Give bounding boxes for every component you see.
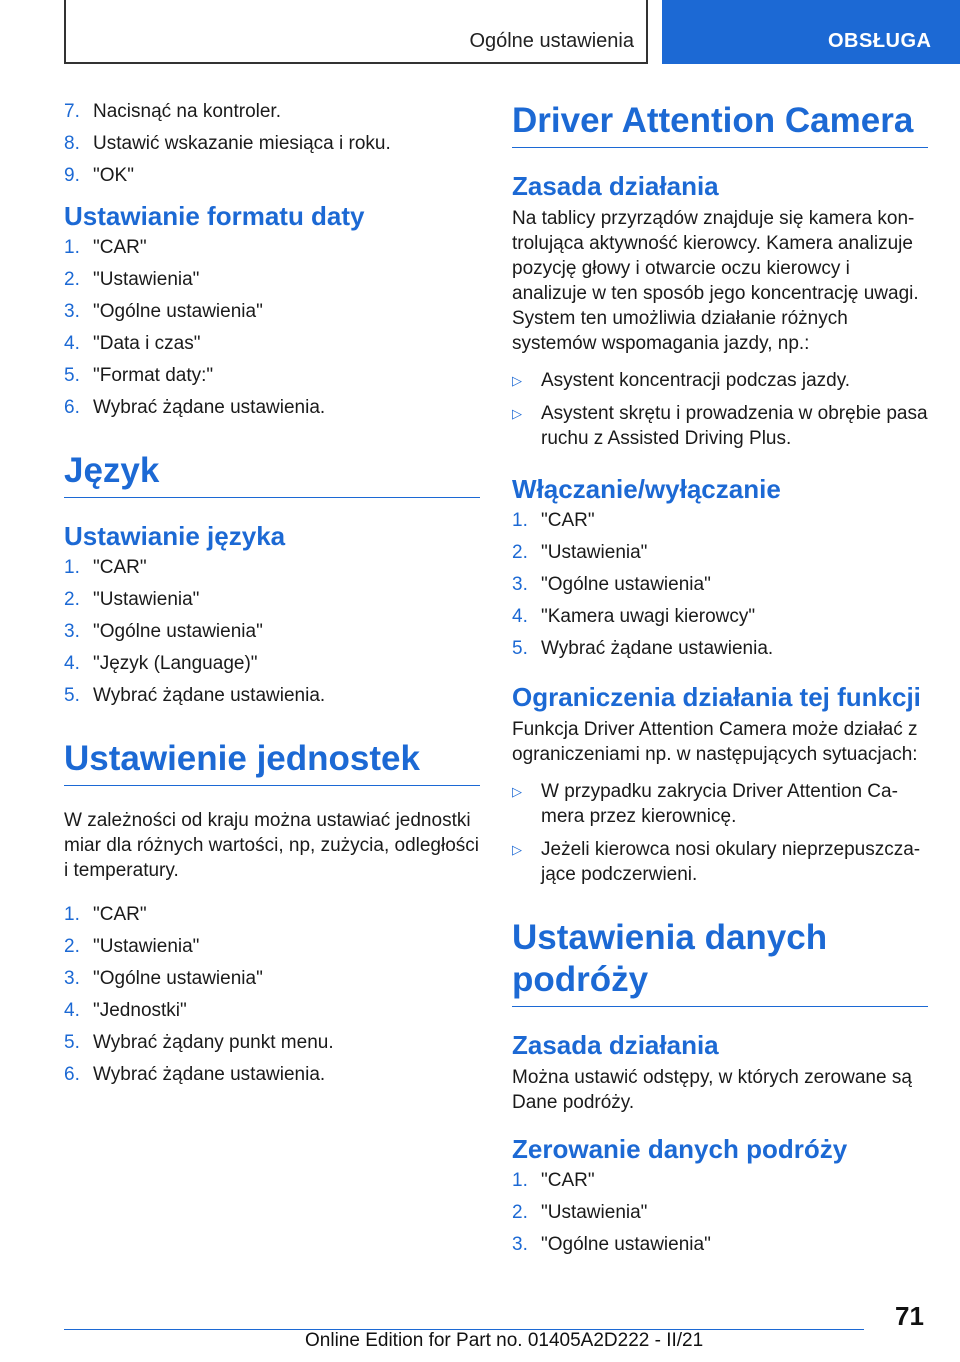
- header-bar: [64, 0, 648, 64]
- list-item: 1. "CAR": [64, 557, 147, 578]
- list-item: 9. "OK": [64, 165, 134, 186]
- triangle-bullet-icon: ▷: [512, 784, 522, 799]
- list-item: 5. Wybrać żądane ustawienia.: [512, 638, 774, 659]
- list-item: 4. "Data i czas": [64, 333, 201, 354]
- list-item: 5. "Format daty:": [64, 365, 214, 386]
- list-item: 2. "Ustawienia": [64, 269, 200, 290]
- list-item: 1. "CAR": [64, 237, 147, 258]
- list-item: 4. "Jednostki": [64, 1000, 187, 1021]
- units-title: Ustawienie jednostek: [64, 738, 480, 786]
- list-item: 3. "Ogólne ustawienia": [64, 968, 263, 989]
- trip-title: Ustawienia danych podróży: [512, 917, 928, 1007]
- units-paragraph: W zależności od kraju można ustawiać jednostki miar dla różnych wartości, np, zużycia, odległości i temperatury.: [64, 810, 480, 881]
- footer-edition-text: Online Edition for Part no. 01405A2D222 - II/21: [305, 1330, 704, 1351]
- list-item: ▷ Asystent skrętu i prowadzenia w obrębie pasa ruchu z Assisted Driving Plus.: [512, 403, 928, 449]
- list-item: 3. "Ogólne ustawienia": [64, 621, 263, 642]
- list-item: 2. "Ustawienia": [64, 936, 200, 957]
- camera-toggle-heading: Włączanie/wyłączanie: [512, 474, 781, 504]
- date-format-steps: [64, 236, 480, 420]
- camera-principle-bullets: [512, 368, 928, 451]
- list-item: 4. "Kamera uwagi kierowcy": [512, 606, 756, 627]
- list-item: ▷ Asystent koncentracji podczas jazdy.: [512, 370, 851, 391]
- units-steps: [64, 903, 480, 1087]
- list-item: 4. "Język (Language)": [64, 653, 258, 674]
- camera-toggle-steps: [512, 509, 928, 661]
- camera-principle-heading: Zasada działania: [512, 171, 719, 201]
- list-item: 2. "Ustawienia": [512, 1202, 648, 1223]
- camera-title: Driver Attention Camera: [512, 100, 928, 148]
- list-item: 6. Wybrać żądane ustawienia.: [64, 397, 326, 418]
- list-item: 6. Wybrać żądane ustawienia.: [64, 1064, 326, 1085]
- right-column: [512, 100, 928, 1265]
- list-item: 5. Wybrać żądany punkt menu.: [64, 1032, 334, 1053]
- trip-principle-heading: Zasada działania: [512, 1030, 719, 1060]
- camera-limits-heading: Ograniczenia działania tej funkcji: [512, 682, 921, 712]
- list-item: ▷ Jeżeli kierowca nosi okulary nieprzepuszczające podczerwieni.: [512, 839, 921, 885]
- list-item: 3. "Ogólne ustawienia": [64, 301, 263, 322]
- list-item: 3. "Ogólne ustawienia": [512, 574, 711, 595]
- page-number: 71: [895, 1301, 924, 1331]
- list-item: 3. "Ogólne ustawienia": [512, 1234, 711, 1255]
- list-item: 1. "CAR": [512, 510, 595, 531]
- language-title: Język: [64, 450, 480, 498]
- list-item: 8. Ustawić wskazanie miesiąca i roku.: [64, 133, 391, 154]
- list-item: ▷ W przypadku zakrycia Driver Attention Camera przez kierownicę.: [512, 781, 898, 827]
- trip-reset-steps: [512, 1169, 928, 1257]
- left-column: [64, 100, 480, 1095]
- section-title: Ogólne ustawienia: [469, 30, 634, 52]
- list-item: 1. "CAR": [512, 1170, 595, 1191]
- list-item: 2. "Ustawienia": [512, 542, 648, 563]
- chapter-tab[interactable]: OBSŁUGA: [662, 0, 960, 64]
- triangle-bullet-icon: ▷: [512, 406, 522, 421]
- list-item: 7. Nacisnąć na kontroler.: [64, 101, 281, 122]
- triangle-bullet-icon: ▷: [512, 373, 522, 388]
- list-item: 5. Wybrać żądane ustawienia.: [64, 685, 326, 706]
- trip-reset-heading: Zerowanie danych podróży: [512, 1134, 848, 1164]
- date-format-heading: Ustawianie formatu daty: [64, 201, 365, 231]
- language-heading: Ustawianie języka: [64, 521, 286, 551]
- trip-principle-text: Można ustawić odstępy, w których zerowane są Dane podróży.: [512, 1067, 912, 1113]
- camera-limits-text: Funkcja Driver Attention Camera może działać z ograniczeniami np. w następujących sytuacjach:: [512, 719, 918, 765]
- camera-limits-bullets: [512, 779, 928, 887]
- language-steps: [64, 556, 480, 708]
- list-item: 2. "Ustawienia": [64, 589, 200, 610]
- list-item: 1. "CAR": [64, 904, 147, 925]
- date-steps-cont: [64, 100, 480, 188]
- camera-principle-text: Na tablicy przyrządów znajduje się kamera kontrolująca aktywność kierowcy. Kamera analizuje pozycję głowy i otwarcie oczu kierowcy i analizuje w ten sposób jego koncentrację uwagi. System ten umożliwia działanie różnych systemów wspomagania jazdy, np.:: [512, 208, 919, 354]
- triangle-bullet-icon: ▷: [512, 842, 522, 857]
